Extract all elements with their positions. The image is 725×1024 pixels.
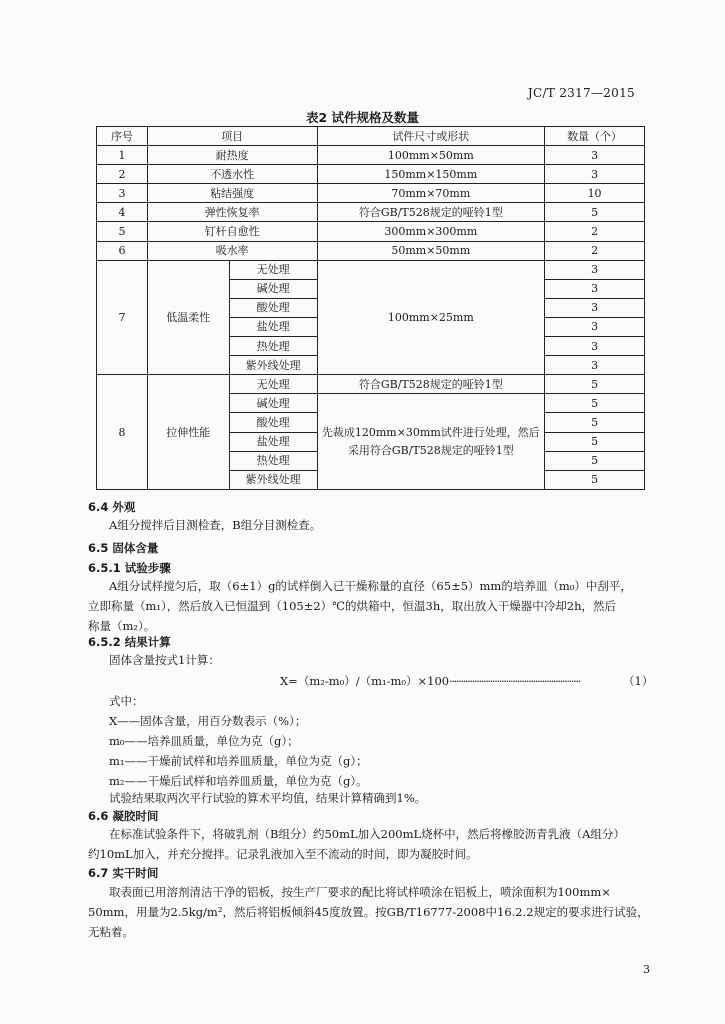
spec-line: 先裁成120mm×30mm试件进行处理，然后	[321, 425, 540, 439]
section-6-5-1-title: 6.5.1 试验步骤	[88, 561, 171, 575]
page-number: 3	[643, 963, 650, 976]
cell-subitem: 紫外线处理	[229, 356, 317, 375]
table-row	[97, 165, 645, 184]
definition-line: m₀——培养皿质量，单位为克（g）；	[109, 734, 299, 748]
standard-number: JC/T 2317—2015	[527, 86, 635, 100]
cell-qty: 5	[545, 451, 645, 470]
paragraph-line: 立即称量（m₁），然后放入已恒温到（105±2）℃的烘箱中，恒温3h，取出放入干燥器中冷却2h，然后	[88, 599, 616, 613]
cell-item: 不透水性	[147, 165, 317, 184]
spec-line: 采用符合GB/T528规定的哑铃1型	[347, 443, 514, 457]
cell-no: 8	[97, 375, 148, 490]
cell-spec	[317, 394, 545, 489]
cell-no: 7	[97, 260, 148, 375]
cell-item: 低温柔性	[147, 260, 229, 375]
cell-item: 粘结强度	[147, 184, 317, 203]
cell-item: 拉伸性能	[147, 375, 229, 490]
paragraph-line: 约10mL加入，并充分搅拌。记录乳液加入至不流动的时间，即为凝胶时间。	[88, 847, 478, 861]
cell-no: 5	[97, 222, 148, 241]
cell-qty: 3	[545, 165, 645, 184]
cell-item: 吸水率	[147, 241, 317, 260]
paragraph-line: 取表面已用溶剂清洁干净的铝板，按生产厂要求的配比将试样喷涂在铝板上，喷涂面积为100mm×	[109, 885, 611, 899]
cell-subitem: 酸处理	[229, 413, 317, 432]
cell-qty: 5	[545, 413, 645, 432]
table-row	[97, 241, 645, 260]
paragraph-line: A组分试样搅匀后，取（6±1）g的试样倒入已干燥称量的直径（65±5）mm的培养皿（m₀）中刮平，	[109, 579, 632, 593]
cell-spec: 50mm×50mm	[317, 241, 545, 260]
formula-number: （1）	[623, 674, 654, 688]
section-6-7-title: 6.7 实干时间	[88, 866, 159, 880]
definition-line: X——固体含量，用百分数表示（%）；	[109, 714, 307, 728]
table-row	[97, 222, 645, 241]
cell-spec: 150mm×150mm	[317, 165, 545, 184]
section-6-5-2-title: 6.5.2 结果计算	[88, 635, 171, 649]
cell-subitem: 无处理	[229, 260, 317, 279]
cell-subitem: 紫外线处理	[229, 470, 317, 489]
cell-qty: 10	[545, 184, 645, 203]
cell-spec: 100mm×50mm	[317, 146, 545, 165]
formula	[280, 673, 580, 689]
cell-qty: 5	[545, 394, 645, 413]
formula-leader: ··························································	[449, 674, 580, 688]
header-spec: 试件尺寸或形状	[317, 127, 545, 146]
cell-no: 2	[97, 165, 148, 184]
table-caption: 表2 试件规格及数量	[305, 110, 420, 125]
cell-subitem: 碱处理	[229, 394, 317, 413]
cell-qty: 5	[545, 203, 645, 222]
where-label: 式中：	[109, 694, 144, 708]
cell-no: 3	[97, 184, 148, 203]
cell-subitem: 热处理	[229, 451, 317, 470]
cell-qty: 2	[545, 222, 645, 241]
section-6-4-text: A组分搅拌后目测检查，B组分目测检查。	[109, 518, 322, 532]
cell-no: 6	[97, 241, 148, 260]
header-no: 序号	[97, 127, 148, 146]
formula-text: X=（m₂-m₀）/（m₁-m₀）×100	[280, 674, 450, 688]
table-row	[97, 375, 645, 394]
table-row	[97, 260, 645, 279]
cell-spec: 100mm×25mm	[317, 260, 545, 375]
paragraph-line: 称量（m₂）。	[88, 619, 156, 633]
cell-subitem: 盐处理	[229, 317, 317, 336]
cell-subitem: 碱处理	[229, 279, 317, 298]
header-qty: 数量（个）	[545, 127, 645, 146]
cell-qty: 3	[545, 356, 645, 375]
section-6-5-title: 6.5 固体含量	[88, 541, 159, 555]
cell-qty: 3	[545, 298, 645, 317]
cell-qty: 2	[545, 241, 645, 260]
cell-subitem: 热处理	[229, 337, 317, 356]
cell-qty: 3	[545, 317, 645, 336]
cell-qty: 5	[545, 375, 645, 394]
paragraph-line: 固体含量按式1计算：	[109, 653, 220, 667]
paragraph-line: 50mm，用量为2.5kg/m²，然后将铝板倾斜45度放置。按GB/T16777-2008中16.2.2规定的要求进行试验，	[88, 905, 649, 919]
paragraph-line: 在标准试验条件下，将破乳剂（B组分）约50mL加入200mL烧杯中，然后将橡胶沥青乳液（A组分）	[109, 827, 625, 841]
result-note: 试验结果取两次平行试验的算术平均值，结果计算精确到1%。	[109, 791, 427, 805]
cell-no: 1	[97, 146, 148, 165]
cell-spec: 70mm×70mm	[317, 184, 545, 203]
table-header-row	[97, 127, 645, 146]
cell-qty: 3	[545, 146, 645, 165]
cell-qty: 3	[545, 279, 645, 298]
spec-table	[96, 126, 645, 490]
definition-line: m₁——干燥前试样和培养皿质量，单位为克（g）；	[109, 754, 368, 768]
table-row	[97, 146, 645, 165]
section-6-6-title: 6.6 凝胶时间	[88, 809, 159, 823]
cell-item: 弹性恢复率	[147, 203, 317, 222]
cell-no: 4	[97, 203, 148, 222]
table-row	[97, 184, 645, 203]
cell-spec: 符合GB/T528规定的哑铃1型	[317, 375, 545, 394]
cell-subitem: 盐处理	[229, 432, 317, 451]
section-6-4-title: 6.4 外观	[88, 500, 136, 514]
paragraph-line: 无粘着。	[88, 925, 134, 939]
table-row	[97, 203, 645, 222]
cell-item: 耐热度	[147, 146, 317, 165]
definition-line: m₂——干燥后试样和培养皿质量，单位为克（g）。	[109, 774, 368, 788]
header-item: 项目	[147, 127, 317, 146]
cell-qty: 3	[545, 337, 645, 356]
cell-subitem: 酸处理	[229, 298, 317, 317]
cell-spec: 符合GB/T528规定的哑铃1型	[317, 203, 545, 222]
cell-subitem: 无处理	[229, 375, 317, 394]
cell-qty: 3	[545, 260, 645, 279]
cell-qty: 5	[545, 470, 645, 489]
cell-qty: 5	[545, 432, 645, 451]
cell-spec: 300mm×300mm	[317, 222, 545, 241]
cell-item: 钉杆自愈性	[147, 222, 317, 241]
